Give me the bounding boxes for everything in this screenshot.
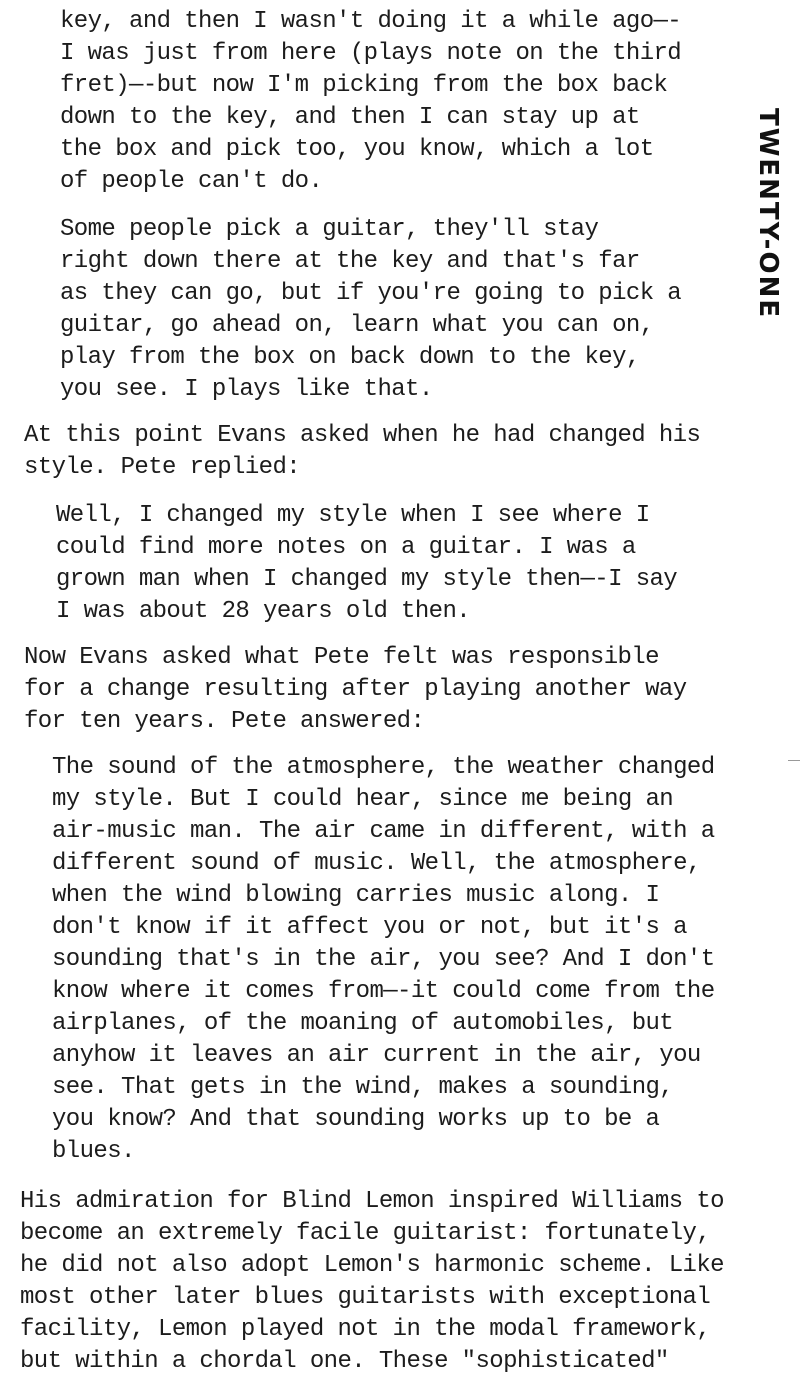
text-line: become an extremely facile guitarist: fortunately, <box>20 1220 711 1247</box>
margin-mark <box>788 760 800 761</box>
text-line: you see. I plays like that. <box>60 376 433 403</box>
text-line: could find more notes on a guitar. I was a <box>56 534 636 561</box>
text-line: my style. But I could hear, since me being an <box>52 786 674 813</box>
handwritten-page-number-text: TWENTY-ONE <box>753 108 783 320</box>
text-line: of people can't do. <box>60 168 323 195</box>
text-line: see. That gets in the wind, makes a sounding, <box>52 1074 674 1101</box>
text-line: His admiration for Blind Lemon inspired Williams to <box>20 1188 724 1215</box>
text-line: facility, Lemon played not in the modal framework, <box>20 1316 711 1343</box>
text-line: Some people pick a guitar, they'll stay <box>60 216 599 243</box>
text-line: grown man when I changed my style then—-I say <box>56 566 678 593</box>
text-line: Well, I changed my style when I see where I <box>56 502 650 529</box>
text-line: airplanes, of the moaning of automobiles, but <box>52 1010 674 1037</box>
text-line: most other later blues guitarists with exceptional <box>20 1284 711 1311</box>
text-line: blues. <box>52 1138 135 1165</box>
text-line: different sound of music. Well, the atmosphere, <box>52 850 701 877</box>
text-line: Now Evans asked what Pete felt was responsible <box>24 644 659 671</box>
text-line: for a change resulting after playing another way <box>24 676 687 703</box>
text-line: know where it comes from—-it could come from the <box>52 978 715 1005</box>
text-line: the box and pick too, you know, which a lot <box>60 136 654 163</box>
text-line: air-music man. The air came in different, with a <box>52 818 715 845</box>
text-line: as they can go, but if you're going to pick a <box>60 280 682 307</box>
handwritten-page-number <box>745 108 785 378</box>
text-line: down to the key, and then I can stay up at <box>60 104 640 131</box>
text-line: I was just from here (plays note on the third <box>60 40 682 67</box>
text-line: At this point Evans asked when he had changed his <box>24 422 701 449</box>
text-line: he did not also adopt Lemon's harmonic scheme. Like <box>20 1252 724 1279</box>
text-line: anyhow it leaves an air current in the air, you <box>52 1042 701 1069</box>
text-line: for ten years. Pete answered: <box>24 708 425 735</box>
text-line: key, and then I wasn't doing it a while ago—- <box>60 8 682 35</box>
text-line: sounding that's in the air, you see? And I don't <box>52 946 715 973</box>
text-line: but within a chordal one. These "sophisticated" <box>20 1348 669 1375</box>
text-line: play from the box on back down to the key, <box>60 344 640 371</box>
text-line: guitar, go ahead on, learn what you can on, <box>60 312 654 339</box>
text-line: you know? And that sounding works up to be a <box>52 1106 660 1133</box>
text-line: The sound of the atmosphere, the weather changed <box>52 754 715 781</box>
text-line: style. Pete replied: <box>24 454 301 481</box>
text-line: don't know if it affect you or not, but it's a <box>52 914 687 941</box>
text-line: I was about 28 years old then. <box>56 598 471 625</box>
text-line: right down there at the key and that's far <box>60 248 640 275</box>
text-line: when the wind blowing carries music along. I <box>52 882 660 909</box>
text-line: fret)—-but now I'm picking from the box back <box>60 72 668 99</box>
